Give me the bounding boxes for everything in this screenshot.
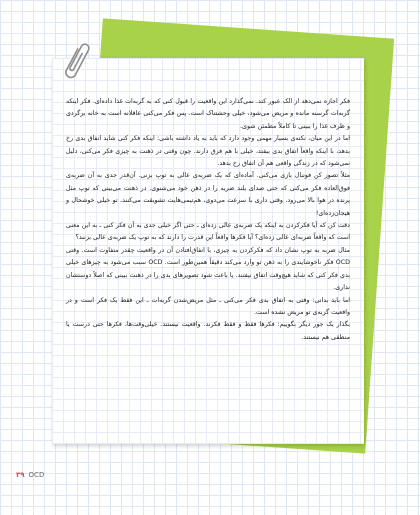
- paragraph-6: اما باید بدانی: وقتی به اتفاق بدی فکر می‌کنی ـ مثل مریض‌شدن گربه‌ات ـ این فقط یک فکر است و در واقعیت گربه‌ی تو مریض نشده است.: [66, 296, 350, 316]
- paragraph-4: دقت کن که آیا فکرکردن به اینکه یک ضربه‌ی عالی زده‌ای ـ حتی اگر خیلی جدی به آن فکر کنی ـ به این معنی است که واقعاً ضربه‌ای عالی زده‌ای؟ آیا فکرها واقعاً این قدرت را دارند که به توپ یک ضربه‌ی عالی بزنند؟: [66, 222, 350, 242]
- page-number: ۳۹: [16, 471, 25, 479]
- paragraph-1: فکر اجازه نمی‌دهد از الک عبور کند. نمی‌گذارد این واقعیت را قبول کنی که به گربه‌ات غذا داده‌ای. فکر اینکه گربه‌ات گرسنه مانده و مریض می‌شود، خیلی وحشتناک است. پس فکر می‌کنی عاقلانه است به خانه برگردی و ظرف غذا را ببینی تا کاملاً مطمئن شوی.: [66, 98, 350, 130]
- paragraph-3: مثلاً تصور کن فوتبال بازی می‌کنی. آماده‌ای که یک ضربه‌ی عالی به توپ بزنی. آن‌قدر جدی به آن ضربه‌ی فوق‌العاده فکر می‌کنی که حتی صدای بلند ضربه را در ذهن خود می‌شنوی. در ذهنت می‌بینی که توپ مثل پرنده در هوا بالا می‌رود. وقتی داری با سرعت می‌دوی، هم‌تیمی‌هایت تشویقت می‌کنند. تو خیلی خوشحال و هیجان‌زده‌ای!: [66, 172, 350, 217]
- paragraph-2: اما در این میان، نکته‌ی بسیار مهمی وجود دارد که باید به یاد داشته باشی: اینکه فکر کنی شاید اتفاق بدی رخ بدهد، با اینکه واقعاً اتفاق بدی بیفتد، خیلی با هم فرق دارند. چون وقتی در ذهنت به چیزی فکر می‌کنی، دلیل نمی‌شود که در زندگی واقعی هم آن اتفاق رخ بدهد.: [66, 135, 350, 168]
- body-text: [66, 96, 350, 344]
- book-label: OCD: [28, 471, 45, 479]
- page-footer: [16, 471, 44, 479]
- paragraph-7: بگذار یک جور دیگر بگوییم: فکرها فقط و فقط فکرند. واقعیت نیستند. خیلی‌وقت‌ها، فکرها حتی درست یا منطقی هم نیستند.: [66, 321, 350, 341]
- paragraph-5: مثال ضربه به توپ نشان داد که فکرکردن به چیزی، با اتفاق‌افتادن آن در واقعیت چقدر متفاوت است. وقتی OCD فکر ناخوشایندی را به ذهن تو وارد می‌کند دقیقاً همین‌طور است. OCD سبب می‌شود به چیزهای خیلی بدی فکر کنی که شاید هیچ‌وقت اتفاق نیفتند. یا باعث شود تصویرهای بدی را در ذهنت ببینی که اصلاً دوستشان نداری.: [66, 246, 350, 292]
